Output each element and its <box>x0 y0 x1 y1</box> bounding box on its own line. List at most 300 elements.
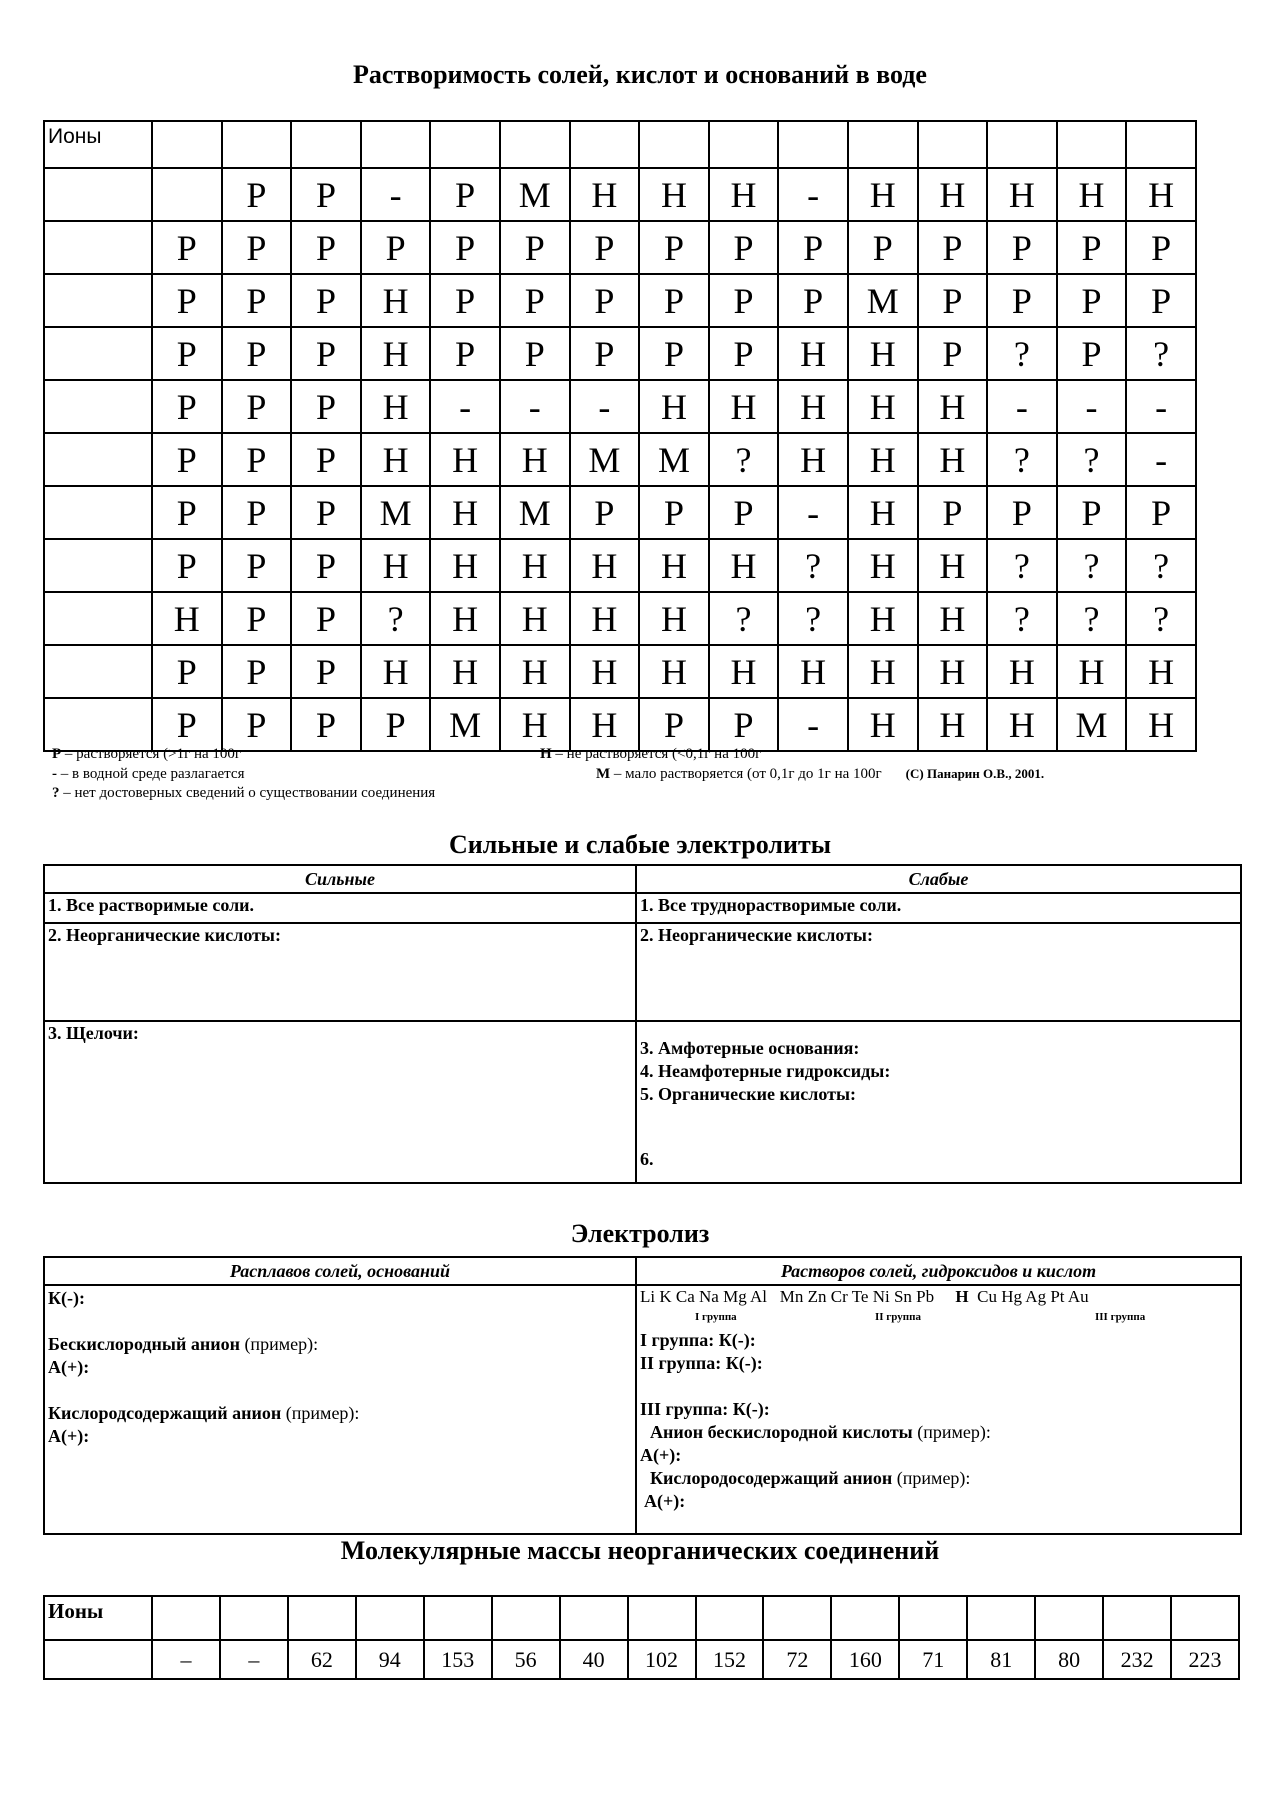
solubility-cell: Н <box>848 433 918 486</box>
solubility-cell: М <box>500 486 570 539</box>
ion-header-cell <box>848 121 918 168</box>
solubility-cell: - <box>361 168 431 221</box>
copyright: (C) Панарин О.В., 2001. <box>905 766 1045 781</box>
solubility-cell: Н <box>570 698 640 751</box>
mass-cell: – <box>220 1640 288 1679</box>
ion-header-cell <box>967 1596 1035 1640</box>
solubility-cell: ? <box>987 592 1057 645</box>
solubility-cell: Н <box>361 380 431 433</box>
mass-cell: 153 <box>424 1640 492 1679</box>
solubility-cell: Н <box>778 433 848 486</box>
ion-label-cell <box>44 698 152 751</box>
ion-header-cell <box>899 1596 967 1640</box>
solubility-cell: Р <box>222 539 292 592</box>
legend-text: – растворяется (>1г на 100г <box>61 746 242 762</box>
solubility-cell: Р <box>291 486 361 539</box>
ion-header-cell <box>222 121 292 168</box>
series-group-3: Cu Hg Ag Pt Au <box>977 1287 1089 1306</box>
solubility-cell: Н <box>361 274 431 327</box>
mass-cell: 232 <box>1103 1640 1171 1679</box>
solubility-cell: Н <box>1126 168 1196 221</box>
solubility-row <box>44 486 1196 539</box>
solubility-cell: ? <box>1126 539 1196 592</box>
solubility-cell: Р <box>291 221 361 274</box>
weak-1: 1. Все труднорастворимые соли. <box>636 893 1241 923</box>
solubility-cell: Р <box>709 274 779 327</box>
solubility-cell: Р <box>152 380 222 433</box>
melts-anion2-note: (пример): <box>281 1403 360 1423</box>
ion-header-cell <box>709 121 779 168</box>
legend-n <box>540 746 761 763</box>
masses-header-row <box>44 1596 1239 1640</box>
solubility-cell: Н <box>709 645 779 698</box>
solubility-cell: Р <box>222 221 292 274</box>
legend-key: - <box>52 766 57 782</box>
solubility-row <box>44 539 1196 592</box>
ion-header-cell <box>1171 1596 1239 1640</box>
solubility-cell: Р <box>639 274 709 327</box>
ion-header-cell <box>918 121 988 168</box>
ion-header-cell <box>288 1596 356 1640</box>
solubility-cell: Р <box>918 327 988 380</box>
electrolysis-title: Электролиз <box>570 1219 710 1248</box>
solubility-cell: Р <box>639 221 709 274</box>
ion-label-cell <box>44 168 152 221</box>
mass-cell: 81 <box>967 1640 1035 1679</box>
solubility-title: Растворимость солей, кислот и оснований в воде <box>353 60 927 89</box>
mass-cell: – <box>152 1640 220 1679</box>
solubility-cell: Р <box>222 168 292 221</box>
solubility-cell: Р <box>1057 486 1127 539</box>
solubility-cell: Р <box>291 380 361 433</box>
solubility-cell: Н <box>570 645 640 698</box>
solubility-cell: Р <box>500 221 570 274</box>
ion-header-cell <box>570 121 640 168</box>
legend-text: – мало растворяется (от 0,1г до 1г на 100г <box>610 766 882 782</box>
ion-header-cell <box>492 1596 560 1640</box>
solubility-cell: Р <box>430 327 500 380</box>
solubility-cell: Р <box>778 221 848 274</box>
ion-header-cell <box>152 1596 220 1640</box>
solubility-cell: Н <box>639 645 709 698</box>
ion-label-cell <box>44 274 152 327</box>
solutions-anion1-note: (пример): <box>912 1422 991 1442</box>
solubility-cell: Р <box>570 274 640 327</box>
electrolytes-title: Сильные и слабые электролиты <box>448 830 832 859</box>
solubility-cell: Н <box>778 327 848 380</box>
solubility-cell: - <box>570 380 640 433</box>
solubility-cell: Н <box>361 539 431 592</box>
ion-header-cell <box>361 121 431 168</box>
solubility-cell: Р <box>987 274 1057 327</box>
solubility-cell: Н <box>848 168 918 221</box>
masses-row <box>44 1640 1239 1679</box>
group-3-cathode: III группа: К(-): <box>640 1399 770 1419</box>
weak-3-6 <box>636 1021 1241 1183</box>
electrolytes-table <box>43 864 1242 1184</box>
ion-header-cell <box>424 1596 492 1640</box>
melts-anion1: Бескислородный анион <box>48 1334 240 1354</box>
solubility-cell: Р <box>570 486 640 539</box>
solubility-cell: - <box>1057 380 1127 433</box>
ion-header-cell <box>831 1596 899 1640</box>
ion-label-cell <box>44 539 152 592</box>
weak-3: 3. Амфотерные основания: <box>640 1038 860 1058</box>
melts-header: Расплавов солей, оснований <box>44 1257 636 1285</box>
ion-header-cell <box>1126 121 1196 168</box>
solutions-anode1: А(+): <box>640 1445 682 1465</box>
legend-m <box>596 766 1044 783</box>
solubility-row <box>44 645 1196 698</box>
solubility-cell: Р <box>430 168 500 221</box>
mass-cell: 40 <box>560 1640 628 1679</box>
ion-label-cell <box>44 486 152 539</box>
solubility-cell: Р <box>291 274 361 327</box>
solubility-cell: Н <box>500 698 570 751</box>
solubility-cell: Р <box>987 221 1057 274</box>
solubility-cell: Р <box>778 274 848 327</box>
mass-cell: 94 <box>356 1640 424 1679</box>
ion-label-cell <box>44 327 152 380</box>
solubility-cell: Р <box>709 221 779 274</box>
solubility-row <box>44 433 1196 486</box>
solubility-cell: Р <box>291 327 361 380</box>
electrolysis-table <box>43 1256 1242 1535</box>
solubility-cell: ? <box>709 433 779 486</box>
ion-header-cell <box>778 121 848 168</box>
legend-key: ? <box>52 785 60 801</box>
solubility-cell: Н <box>778 645 848 698</box>
mass-cell: 62 <box>288 1640 356 1679</box>
series-h: H <box>955 1287 969 1306</box>
ion-header-cell <box>430 121 500 168</box>
solutions-cell <box>636 1285 1241 1534</box>
ion-header-cell <box>356 1596 424 1640</box>
ion-label-cell <box>44 592 152 645</box>
solubility-cell: Н <box>639 592 709 645</box>
solubility-cell: Н <box>570 592 640 645</box>
melts-anode2: А(+): <box>48 1426 90 1446</box>
solubility-cell: Н <box>848 327 918 380</box>
solubility-cell: Н <box>848 380 918 433</box>
solubility-cell: Р <box>152 221 222 274</box>
strong-header: Сильные <box>44 865 636 893</box>
solubility-cell: ? <box>987 539 1057 592</box>
legend-key: Р <box>52 746 62 762</box>
solubility-cell: Н <box>918 645 988 698</box>
solubility-cell: ? <box>987 327 1057 380</box>
solubility-cell: Р <box>291 539 361 592</box>
solutions-anion1: Анион бескислородной кислоты <box>650 1422 913 1442</box>
solubility-cell: Н <box>500 592 570 645</box>
solubility-cell: М <box>361 486 431 539</box>
solubility-cell: Р <box>500 327 570 380</box>
solubility-cell: Н <box>500 433 570 486</box>
legend-key: М <box>596 766 611 782</box>
ion-label-cell <box>44 433 152 486</box>
mass-cell: 102 <box>628 1640 696 1679</box>
solubility-cell: Н <box>570 168 640 221</box>
solubility-cell: Н <box>1126 645 1196 698</box>
ion-label-cell <box>44 380 152 433</box>
solubility-cell: Н <box>709 168 779 221</box>
solubility-cell: Н <box>1126 698 1196 751</box>
solubility-cell: Н <box>361 433 431 486</box>
solubility-cell: Р <box>152 486 222 539</box>
solubility-cell: Н <box>918 433 988 486</box>
mass-cell: 72 <box>763 1640 831 1679</box>
ion-header-cell <box>500 121 570 168</box>
solutions-anion2-note: (пример): <box>892 1468 971 1488</box>
solubility-cell: ? <box>1057 592 1127 645</box>
solubility-header-row <box>44 121 1196 168</box>
solubility-cell: Р <box>709 698 779 751</box>
solubility-cell: Р <box>430 274 500 327</box>
solubility-cell: Р <box>152 327 222 380</box>
solubility-cell: Н <box>570 539 640 592</box>
solutions-header: Растворов солей, гидроксидов и кислот <box>636 1257 1241 1285</box>
solubility-cell: - <box>778 698 848 751</box>
solubility-cell: Н <box>430 592 500 645</box>
mass-cell: 56 <box>492 1640 560 1679</box>
solubility-cell: Н <box>778 380 848 433</box>
solubility-cell: Р <box>1126 274 1196 327</box>
group-labels <box>640 1307 1237 1329</box>
solubility-cell: Н <box>848 486 918 539</box>
strong-2: 2. Неорганические кислоты: <box>44 923 636 1021</box>
mass-cell: 160 <box>831 1640 899 1679</box>
solubility-cell: М <box>430 698 500 751</box>
melts-anion2: Кислородсодержащий анион <box>48 1403 282 1423</box>
legend-key: Н <box>540 746 552 762</box>
solubility-cell: Р <box>222 645 292 698</box>
weak-6: 6. <box>640 1149 654 1169</box>
solubility-cell: Р <box>361 221 431 274</box>
solubility-cell: ? <box>709 592 779 645</box>
solubility-cell: Р <box>918 486 988 539</box>
weak-5: 5. Органические кислоты: <box>640 1084 856 1104</box>
ion-header-cell <box>628 1596 696 1640</box>
solubility-cell: Р <box>222 433 292 486</box>
solubility-cell: Р <box>291 168 361 221</box>
solubility-cell: Р <box>291 698 361 751</box>
solubility-row <box>44 327 1196 380</box>
solubility-cell: Р <box>1057 327 1127 380</box>
solubility-cell: Н <box>918 698 988 751</box>
solubility-cell: Н <box>918 168 988 221</box>
solubility-cell: - <box>778 168 848 221</box>
solubility-cell: Н <box>639 539 709 592</box>
mass-cell: 152 <box>696 1640 764 1679</box>
solubility-cell: Н <box>361 645 431 698</box>
legend-p <box>52 746 241 763</box>
solubility-row <box>44 698 1196 751</box>
solubility-cell <box>152 168 222 221</box>
solubility-cell: М <box>570 433 640 486</box>
legend-dash <box>52 766 244 783</box>
solubility-cell: М <box>1057 698 1127 751</box>
solubility-cell: Р <box>222 698 292 751</box>
solubility-cell: Р <box>570 327 640 380</box>
solubility-cell: - <box>987 380 1057 433</box>
strong-3: 3. Щелочи: <box>44 1021 636 1183</box>
solutions-anion2: Кислородосодержащий анион <box>650 1468 893 1488</box>
solubility-cell: М <box>500 168 570 221</box>
ion-header-cell <box>696 1596 764 1640</box>
solubility-cell: Н <box>430 539 500 592</box>
ion-header-cell <box>1035 1596 1103 1640</box>
solubility-cell: Н <box>848 539 918 592</box>
series-group-1: Li K Ca Na Mg Al <box>640 1287 768 1306</box>
solubility-cell: Р <box>222 486 292 539</box>
solubility-cell: Н <box>500 645 570 698</box>
solubility-cell: Р <box>639 698 709 751</box>
mass-cell: 223 <box>1171 1640 1239 1679</box>
ion-header-cell <box>763 1596 831 1640</box>
solubility-cell: Р <box>639 327 709 380</box>
legend-text: – нет достоверных сведений о существовании соединения <box>59 785 436 801</box>
ion-header-cell <box>987 121 1057 168</box>
ion-header-cell <box>220 1596 288 1640</box>
ion-label-cell <box>44 221 152 274</box>
masses-table <box>43 1595 1240 1680</box>
legend-text: – не растворяется (<0,1г на 100г <box>551 746 762 762</box>
ions-header: Ионы <box>44 121 152 168</box>
mass-cell: 71 <box>899 1640 967 1679</box>
solubility-cell: ? <box>1057 433 1127 486</box>
solubility-cell: Р <box>222 327 292 380</box>
solubility-cell: Р <box>152 274 222 327</box>
solubility-row <box>44 592 1196 645</box>
legend-q <box>52 785 435 802</box>
solubility-cell: Н <box>500 539 570 592</box>
weak-4: 4. Неамфотерные гидроксиды: <box>640 1061 891 1081</box>
solubility-cell: Н <box>152 592 222 645</box>
solubility-cell: Н <box>1057 168 1127 221</box>
group-1-cathode: I группа: К(-): <box>640 1330 756 1350</box>
solubility-cell: Р <box>1126 221 1196 274</box>
weak-2: 2. Неорганические кислоты: <box>636 923 1241 1021</box>
solubility-cell: Р <box>639 486 709 539</box>
melts-anion1-note: (пример): <box>239 1334 319 1354</box>
masses-title: Молекулярные массы неорганических соединений <box>340 1536 940 1565</box>
solubility-cell: Р <box>152 645 222 698</box>
solubility-cell: Р <box>709 327 779 380</box>
legend-text: – в водной среде разлагается <box>57 766 245 782</box>
solubility-cell: Н <box>639 168 709 221</box>
solubility-cell: - <box>500 380 570 433</box>
solubility-cell: Р <box>987 486 1057 539</box>
solubility-cell: ? <box>1126 327 1196 380</box>
ions-header: Ионы <box>44 1596 152 1640</box>
solubility-cell: Н <box>430 433 500 486</box>
ion-header-cell <box>291 121 361 168</box>
solubility-cell: Р <box>1126 486 1196 539</box>
solubility-cell: М <box>639 433 709 486</box>
solubility-row <box>44 168 1196 221</box>
solubility-cell: - <box>778 486 848 539</box>
solubility-cell: Н <box>918 380 988 433</box>
solubility-cell: Р <box>1057 274 1127 327</box>
solubility-cell: Р <box>152 698 222 751</box>
weak-header: Слабые <box>636 865 1241 893</box>
solubility-cell: - <box>1126 380 1196 433</box>
solubility-cell: Н <box>848 592 918 645</box>
solubility-cell: ? <box>778 539 848 592</box>
solubility-cell: ? <box>1057 539 1127 592</box>
solubility-cell: Р <box>222 380 292 433</box>
solubility-cell: Н <box>918 592 988 645</box>
solubility-cell: Р <box>291 592 361 645</box>
solubility-cell: Р <box>291 645 361 698</box>
solubility-cell: Р <box>152 433 222 486</box>
strong-1: 1. Все растворимые соли. <box>44 893 636 923</box>
solubility-cell: Р <box>709 486 779 539</box>
solubility-cell: Н <box>430 645 500 698</box>
ion-header-cell <box>560 1596 628 1640</box>
melts-cathode: К(-): <box>48 1288 86 1308</box>
solutions-anode2: А(+): <box>644 1491 686 1511</box>
solubility-row <box>44 274 1196 327</box>
solubility-cell: М <box>848 274 918 327</box>
solubility-cell: Н <box>987 698 1057 751</box>
ion-label-cell <box>44 1640 152 1679</box>
solubility-cell: Р <box>361 698 431 751</box>
melts-anode1: А(+): <box>48 1357 90 1377</box>
solubility-cell: Р <box>291 433 361 486</box>
ion-header-cell <box>152 121 222 168</box>
solubility-cell: Н <box>1057 645 1127 698</box>
solubility-cell: Р <box>918 274 988 327</box>
solubility-cell: ? <box>987 433 1057 486</box>
solubility-cell: Н <box>848 645 918 698</box>
series-group-2: Mn Zn Cr Te Ni Sn Pb <box>779 1287 935 1306</box>
ion-header-cell <box>1057 121 1127 168</box>
ion-header-cell <box>639 121 709 168</box>
solubility-cell: ? <box>778 592 848 645</box>
solubility-table <box>43 120 1197 752</box>
solubility-cell: Р <box>848 221 918 274</box>
solubility-cell: - <box>1126 433 1196 486</box>
solubility-cell: ? <box>1126 592 1196 645</box>
melts-cell <box>44 1285 636 1534</box>
solubility-cell: ? <box>361 592 431 645</box>
ion-label-cell <box>44 645 152 698</box>
activity-series <box>640 1287 1237 1307</box>
mass-cell: 80 <box>1035 1640 1103 1679</box>
solubility-cell: Н <box>918 539 988 592</box>
solubility-row <box>44 221 1196 274</box>
solubility-cell: Р <box>222 274 292 327</box>
solubility-row <box>44 380 1196 433</box>
solubility-cell: Н <box>709 380 779 433</box>
solubility-cell: Н <box>709 539 779 592</box>
solubility-cell: - <box>430 380 500 433</box>
solubility-cell: Р <box>1057 221 1127 274</box>
solubility-cell: Р <box>430 221 500 274</box>
solubility-cell: Р <box>222 592 292 645</box>
solubility-cell: Р <box>918 221 988 274</box>
group-3-label: III группа <box>1095 1311 1146 1323</box>
solubility-cell: Н <box>430 486 500 539</box>
solubility-cell: Н <box>848 698 918 751</box>
solubility-cell: Н <box>361 327 431 380</box>
group-2-label: II группа <box>875 1311 921 1323</box>
solubility-cell: Н <box>987 645 1057 698</box>
ion-header-cell <box>1103 1596 1171 1640</box>
group-1-label: I группа <box>695 1311 737 1323</box>
solubility-cell: Р <box>500 274 570 327</box>
